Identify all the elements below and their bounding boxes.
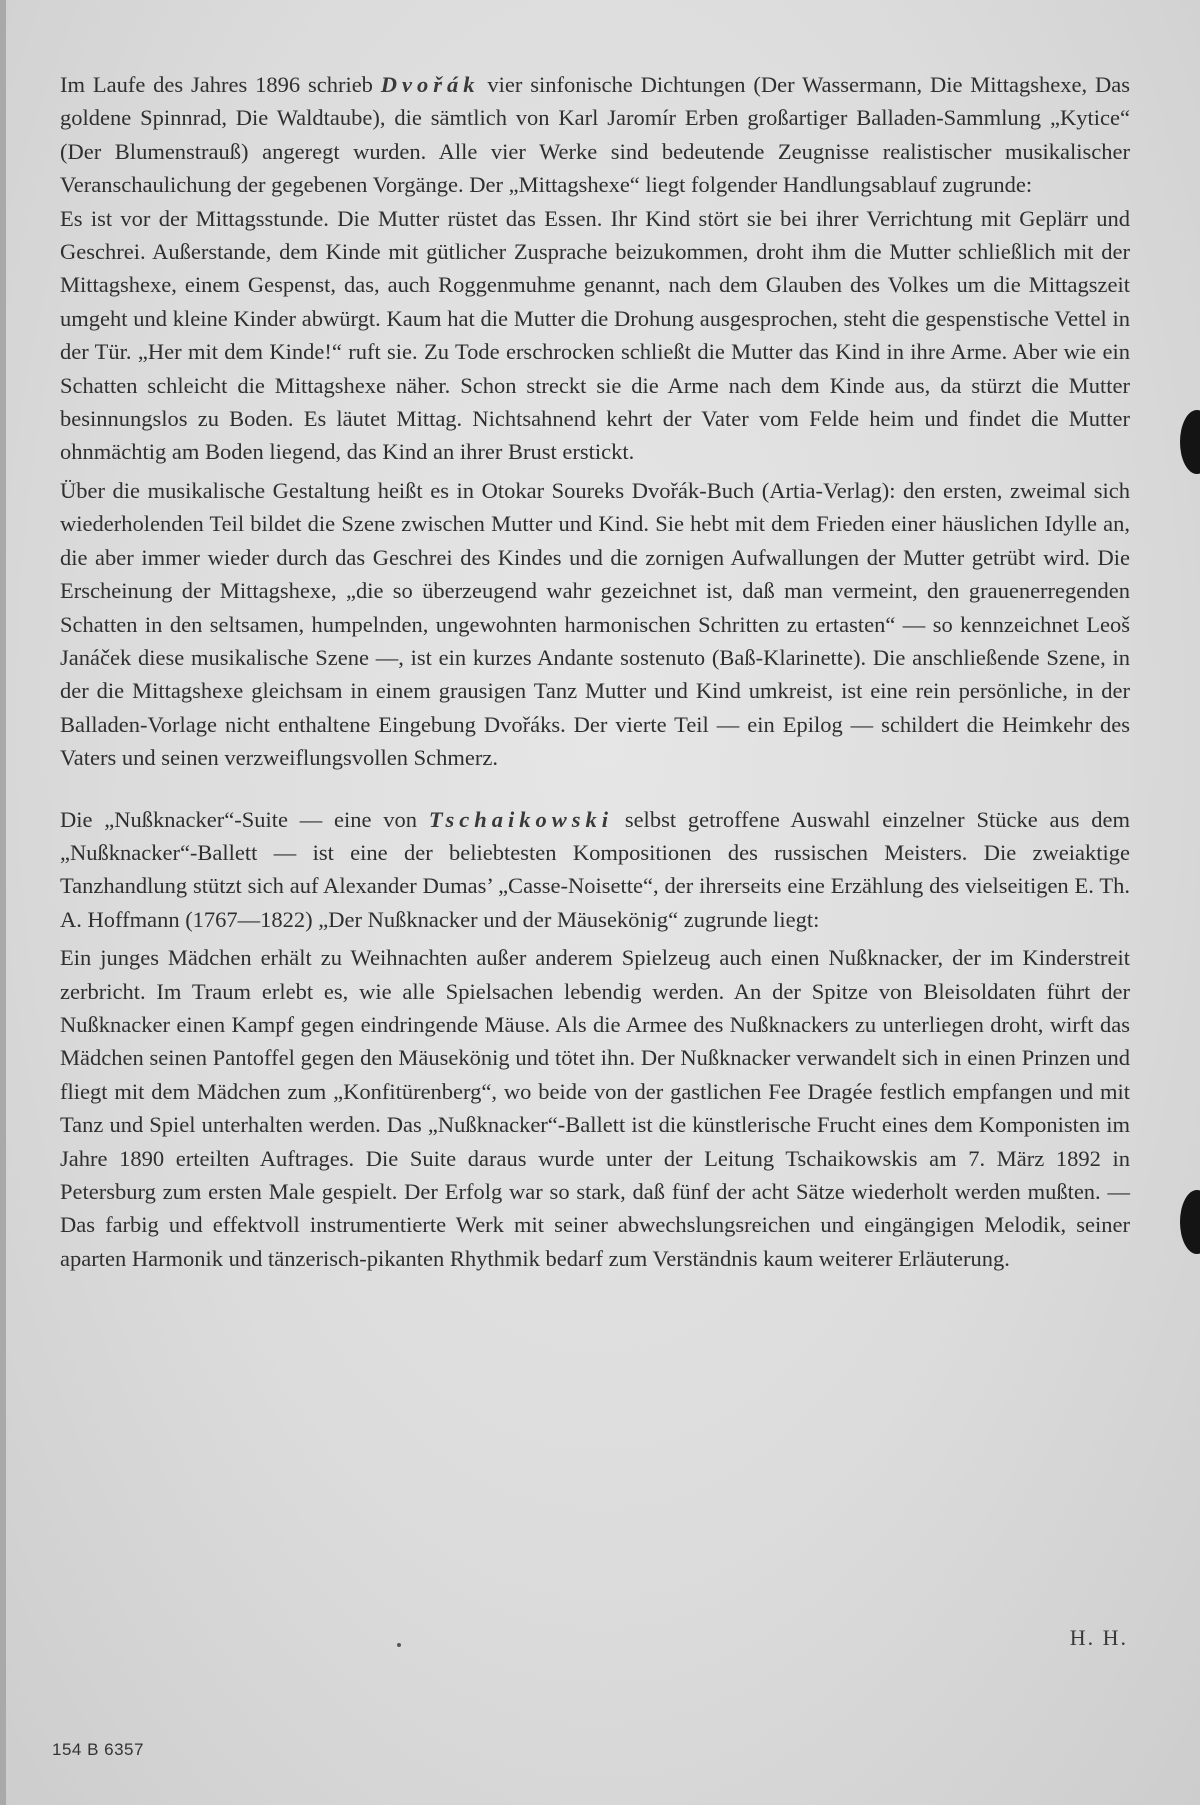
tschaikowski-intro-before: Die „Nußknacker“-Suite — eine von — [60, 806, 429, 832]
text-body — [60, 68, 1130, 1275]
catalog-number: 154 B 6357 — [52, 1740, 144, 1759]
dvorak-plot-paragraph: Es ist vor der Mittagsstunde. Die Mutter rüstet das Essen. Ihr Kind stört sie bei ihrer Verrichtung mit Geplärr und Geschrei. Außerstande, dem Kinde mit gütlicher Zusprache beizukommen, droht ihm die Mutter schließlich mit der Mittagshexe, einem Gespenst, das, auch Roggenmuhme genannt, nach dem Glauben des Volkes um die Mittagszeit umgeht und kleine Kinder abwürgt. Kaum hat die Mutter die Drohung ausgesprochen, steht die gespenstische Vettel in der Tür. „Her mit dem Kinde!“ ruft sie. Zu Tode erschrocken schließt die Mutter das Kind in ihre Arme. Aber wie ein Schatten schleicht die Mittagshexe näher. Schon streckt sie die Arme nach dem Kinde aus, da stürzt die Mutter besinnungslos zu Boden. Es läutet Mittag. Nichtsahnend kehrt der Vater vom Felde heim und findet die Mutter ohnmächtig am Boden liegend, das Kind an ihrer Brust erstickt. — [60, 205, 1130, 465]
section-gap — [60, 775, 1130, 803]
punch-hole — [1180, 410, 1200, 474]
tschaikowski-plot-paragraph: Ein junges Mädchen erhält zu Weihnachten außer anderem Spielzeug auch einen Nußknacker, der im Kinderstreit zerbricht. Im Traum erlebt es, wie alle Spielsachen lebendig werden. An der Spitze von Bleisoldaten führt der Nußknacker einen Kampf gegen eindringende Mäuse. Als die Armee des Nußknackers zu unterliegen droht, wirft das Mädchen seinen Pantoffel gegen den Mäusekönig und tötet ihn. Der Nußknacker verwandelt sich in einen Prinzen und fliegt mit dem Mädchen zum „Konfitürenberg“, wo beide von der gastlichen Fee Dragée festlich empfangen und mit Tanz und Spiel unterhalten werden. Das „Nußknacker“-Ballett ist die künstlerische Frucht eines dem Komponisten im Jahre 1890 erteilten Auftrages. Die Suite daraus wurde unter der Leitung Tschaikowskis am 7. März 1892 in Petersburg zum ersten Male gespielt. Der Erfolg war so stark, daß fünf der acht Sätze wiederholt werden mußten. — Das farbig und effektvoll instrumentierte Werk mit seiner abwechslungsreichen und eingängigen Melodik, seiner aparten Harmonik und tänzerisch-pikanten Rhythmik bedarf zum Verständnis kaum weiterer Erläuterung. — [60, 945, 1130, 1271]
dvorak-composer-name: Dvořák — [380, 72, 480, 97]
dvorak-intro-before: Im Laufe des Jahres 1896 schrieb — [60, 72, 381, 97]
tschaikowski-intro-after: selbst getroffene Auswahl einzelner Stücke aus dem „Nußknacker“-Ballett — ist eine der beliebtesten Kompositionen des russischen Meisters. Die zweiaktige Tanzhandlung stützt sich auf Alexander Dumas’ „Casse-Noisette“, der ihrerseits eine Erzählung des vielseitigen E. Th. A. Hoffmann (1767—1822) „Der Nußknacker und der Mäusekönig“ zugrunde liegt: — [60, 806, 1130, 932]
ink-dot — [397, 1643, 401, 1647]
punch-hole — [1180, 1190, 1200, 1254]
author-initials: H. H. — [1069, 1625, 1128, 1650]
tschaikowski-intro-paragraph — [60, 803, 1130, 937]
dvorak-intro-paragraph — [60, 68, 1130, 202]
dvorak-music-paragraph: Über die musikalische Gestaltung heißt es in Otokar Soureks Dvořák-Buch (Artia-Verlag): den ersten, zweimal sich wiederholenden Teil bildet die Szene zwischen Mutter und Kind. Sie hebt mit dem Frieden einer häuslichen Idylle an, die aber immer wieder durch das Geschrei des Kindes und die zornigen Aufwallungen der Mutter getrübt wird. Die Erscheinung der Mittagshexe, „die so überzeugend wahr gezeichnet ist, daß man vermeint, den grauenerregenden Schatten in den seltsamen, humpelnden, ungewohnten harmonischen Schritten zu ertasten“ — so kennzeichnet Leoš Janáček diese musikalische Szene —, ist ein kurzes Andante sostenuto (Baß-Klarinette). Die anschließende Szene, in der die Mittagshexe gleichsam in einem grausigen Tanz Mutter und Kind umkreist, ist eine rein persönliche, in der Balladen-Vorlage nicht enthaltene Eingebung Dvořáks. Der vierte Teil — ein Epilog — schildert die Heimkehr des Vaters und seinen verzweiflungsvollen Schmerz. — [60, 477, 1130, 771]
dvorak-intro-after: vier sinfonische Dichtungen (Der Wassermann, Die Mittagshexe, Das goldene Spinnrad, Die Waldtaube), die sämtlich von Karl Jaromír Erben großartiger Balladen-Sammlung „Kytice“ (Der Blumenstrauß) angeregt wurden. Alle vier Werke sind bedeutende Zeugnisse realistischer musikalischer Veranschaulichung der gegebenen Vorgänge. Der „Mittagshexe“ liegt folgender Handlungsablauf zugrunde: — [60, 72, 1130, 198]
tschaikowski-composer-name: Tschaikowski — [428, 806, 614, 832]
page-edge — [0, 0, 6, 1805]
